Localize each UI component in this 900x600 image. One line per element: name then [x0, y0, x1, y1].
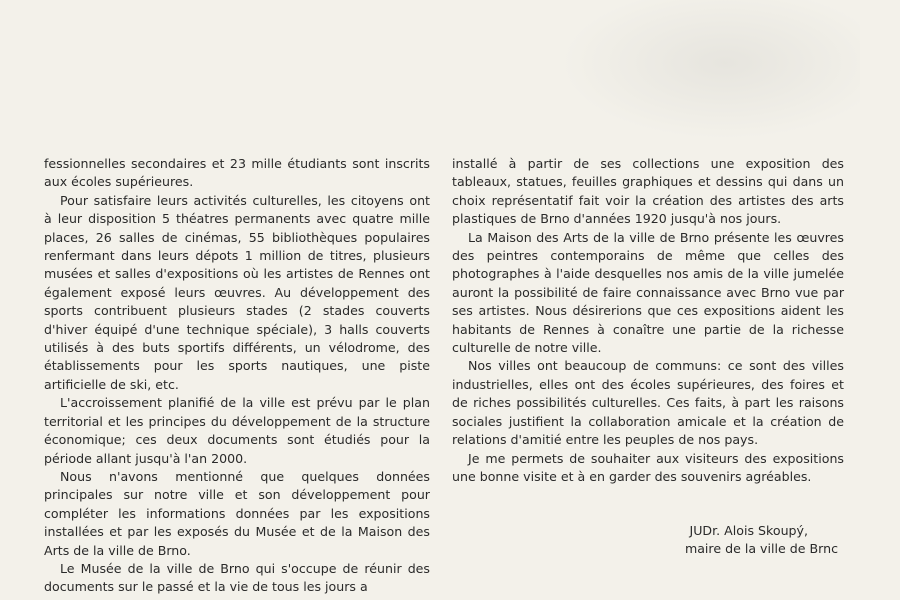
bleed-through-photo [560, 0, 860, 140]
paragraph: L'accroissement planifié de la ville est prévu par le plan territorial et les principes du développement de la structure économique; ces deux documents sont étudiés pour la période allant jusqu'à l'an 2000. [44, 395, 430, 466]
left-column [44, 155, 430, 597]
paragraph: Le Musée de la ville de Brno qui s'occupe de réunir des documents sur le passé et la vie de tous les jours a [44, 560, 430, 595]
paragraph: installé à partir de ses collections une exposition des tableaux, statues, feuilles graphiques et dessins qui dans un choix représentatif fait voir la création des artistes des arts plastiques de Brno d'années 1920 jusqu'à nos jours. [452, 156, 844, 227]
paragraph: La Maison des Arts de la ville de Brno présente les œuvres des peintres contemporains de même que celles des photographes à l'aide desquelles nos amis de la ville jumelée auront la possibilité de faire connaissance avec Brno vue par ses artistes. Nous désirerions que ces expositions aident les habitants de Rennes à conaître une partie de la richesse culturelle de notre ville. [452, 229, 844, 356]
signatory-name: JUDr. Alois Skoupý, [689, 523, 808, 538]
paragraph: Je me permets de souhaiter aux visiteurs des expositions une bonne visite et à en garder des souvenirs agréables. [452, 450, 844, 484]
paragraph: Nous n'avons mentionné que quelques données principales sur notre ville et son développement pour compléter les informations données par les expositions installées et par les exposés du Musée et de la Maison des Arts de la ville de Brno. [44, 468, 430, 558]
right-column [452, 155, 844, 486]
paragraph: Nos villes ont beaucoup de communs: ce sont des villes industrielles, elles ont des écoles supérieures, des foires et de riches possibilités culturelles. Ces faits, à part les raisons sociales justifient la collaboration amicale et la création de relations d'amitié entre les peuples de nos pays. [452, 358, 844, 448]
paragraph: Pour satisfaire leurs activités culturelles, les citoyens ont à leur disposition 5 théatres permanents avec quatre mille places, 26 salles de cinémas, 55 bibliothèques populaires renfermant dans leurs dépots 1 million de titres, plusieurs musées et salles d'expositions où les artistes de Rennes ont également exposé leurs œuvres. Au développement des sports contribuent plusieurs stades (2 stades couverts d'hiver équipé d'une technique spéciale), 3 halls couverts utilisés à des buts sportifs différents, un vélodrome, des établissements pour les sports nautiques, une piste artificielle de ski, etc. [44, 192, 430, 392]
paragraph: fessionnelles secondaires et 23 mille étudiants sont inscrits aux écoles supérieures. [44, 156, 430, 190]
signatory-title: maire de la ville de Brnc [684, 541, 838, 557]
signature-block [600, 522, 838, 559]
